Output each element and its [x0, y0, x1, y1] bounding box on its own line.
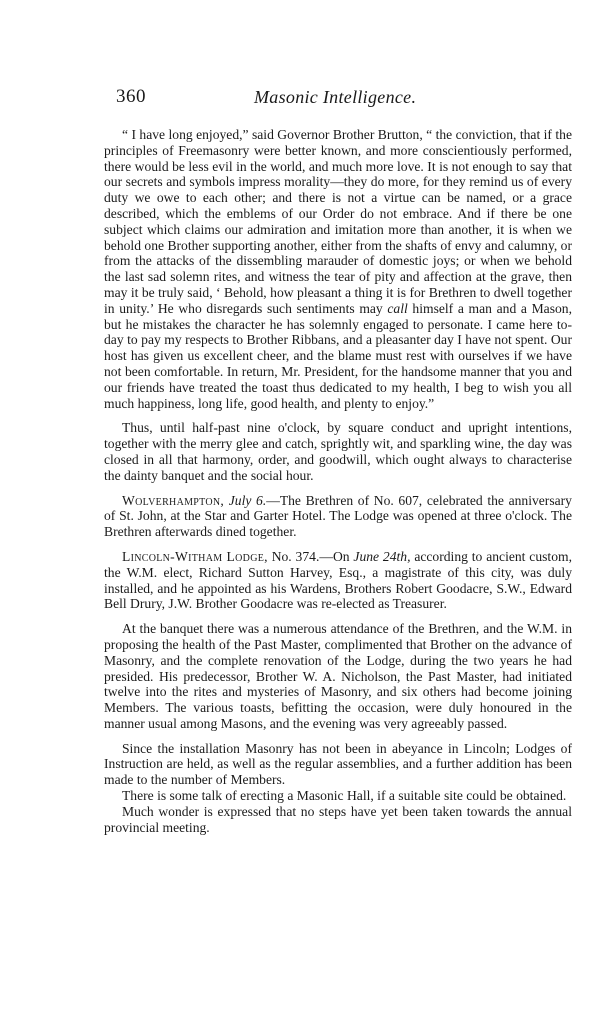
running-title: Masonic Intelligence. [254, 87, 417, 107]
speech-text: “ I have long enjoyed,” said Governor Brother Brutton, “ the conviction, that if the principles of Freemasonry were better known, and more conscientiously performed, there would be less evil in the world, and much more love. It is not enough to say that our secrets and symbols impress morality—they do more, for they remind us of every duty we owe to each other; and there is not a virtue can be named, or a grace described, which the emblems of our Order do not embrace. And if there be one subject which claims our admiration and imitation more than another, it is when we behold one Brother supporting another, either from the shafts of envy and calumny, or from the attacks of the dissembling marauder of domestic joys; or when we behold the last sad solemn rites, and witness the tear of pity and affection at the grave, then may it be truly said, ‘ Behold, how pleasant a thing it is for Brethren to dwell together in unity.’ He who disregards such sentiments may [104, 127, 572, 316]
lodge-heading: Lincoln-Witham Lodge, [122, 548, 268, 564]
date-text: July 6. [228, 492, 267, 508]
paragraph-meeting: Much wonder is expressed that no steps have yet been taken towards the annual provincial meeting. [104, 803, 572, 835]
paragraph-text: according to ancient custom, the W.M. elect, Richard Sutton Harvey, Esq., a magistrate of this city, was duly installed, and he appointed as his Wardens, Brothers Robert Goodacre, S.W., Edward Bell Drury, J.W. Brother Goodacre was re-elected as Treasurer. [104, 548, 572, 612]
lodge-number-text: No. 374.—On [267, 548, 354, 564]
paragraph-lincoln [104, 549, 572, 612]
italic-word: call [387, 300, 408, 316]
speech-text-continued: himself a man and a Mason, but he mistakes the character he has solemnly engaged to personate. I came here to-day to pay my respects to Brother Ribbans, and a pleasanter day I have not spent. Our host has given us excellent cheer, and the blame must rest with ourselves if we have not been comfortable. In return, Mr. President, for the handsome manner that you and our friends have treated the toast thus dedicated to my health, I beg to wish you all much happiness, long life, good health, and plenty to enjoy.” [104, 300, 572, 411]
page-number: 360 [116, 86, 146, 107]
running-head [104, 86, 572, 110]
date-text: June 24th, [353, 548, 411, 564]
article-body [104, 127, 572, 835]
paragraph-speech [104, 127, 572, 411]
paragraph-hall: There is some talk of erecting a Masonic Hall, if a suitable site could be obtained. [122, 788, 567, 804]
paragraph-close: Thus, until half-past nine o'clock, by square conduct and upright intentions, together with the merry glee and catch, sprightly wit, and sparkling wine, the day was closed in all that harmony, order, and goodwill, which ought always to characterise the dainty banquet and the social hour. [104, 420, 572, 483]
paragraph-banquet: At the banquet there was a numerous attendance of the Brethren, and the W.M. in proposing the health of the Past Master, complimented that Brother on the advance of Masonry, and the complete renovation of the Lodge, during the two years he had presided. His predecessor, Brother W. A. Nicholson, the Past Master, had initiated twelve into the rites and mysteries of Masonry, and six others had become joining Members. The various toasts, befitting the occasion, were duly honoured in the manner usual among Masons, and the evening was very agreeably passed. [104, 621, 572, 731]
paragraph-installation: Since the installation Masonry has not been in abeyance in Lincoln; Lodges of Instruction are held, as well as the regular assemblies, and a further addition has been made to the number of Members. [104, 740, 572, 788]
paragraph-text: —The Brethren of No. 607, celebrated the anniversary of St. John, at the Star and Garter Hotel. The Lodge was opened at three o'clock. The Brethren afterwards dined together. [104, 492, 572, 540]
paragraph-wolverhampton [104, 493, 572, 540]
place-heading: Wolverhampton, [122, 492, 225, 508]
